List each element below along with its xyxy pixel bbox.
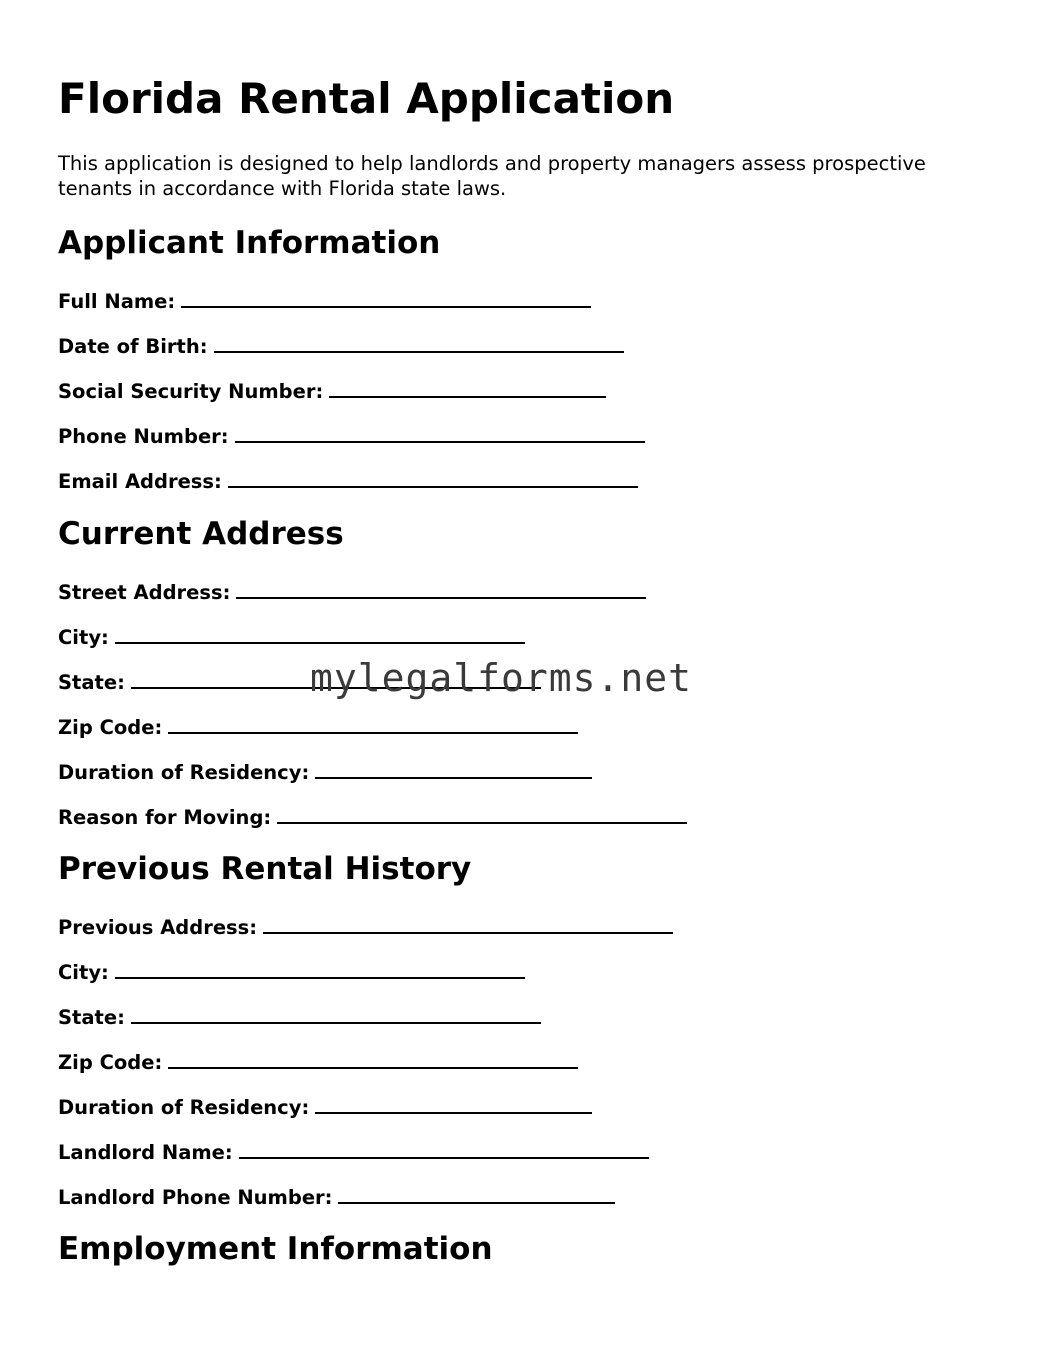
previous-duration-of-residency-field[interactable] <box>58 1093 592 1120</box>
document-title: Florida Rental Application <box>58 74 675 123</box>
previous-city-label: City: <box>58 961 109 984</box>
street-address-label: Street Address: <box>58 581 231 604</box>
street-address-blank[interactable] <box>236 578 646 599</box>
street-address-field[interactable] <box>58 578 646 605</box>
landlord-phone-number-blank[interactable] <box>338 1183 615 1204</box>
site-watermark: mylegalforms.net <box>310 656 693 700</box>
full-name-label: Full Name: <box>58 290 176 313</box>
employment-information-heading: Employment Information <box>58 1231 493 1267</box>
previous-duration-of-residency-blank[interactable] <box>315 1093 592 1114</box>
previous-city-blank[interactable] <box>115 958 525 979</box>
duration-of-residency-label: Duration of Residency: <box>58 761 310 784</box>
reason-for-moving-field[interactable] <box>58 803 687 830</box>
state-field[interactable] <box>58 668 541 695</box>
duration-of-residency-field[interactable] <box>58 758 592 785</box>
landlord-phone-number-field[interactable] <box>58 1183 615 1210</box>
landlord-name-label: Landlord Name: <box>58 1141 233 1164</box>
full-name-blank[interactable] <box>181 287 591 308</box>
date-of-birth-label: Date of Birth: <box>58 335 208 358</box>
previous-rental-history-heading: Previous Rental History <box>58 851 472 887</box>
full-name-field[interactable] <box>58 287 591 314</box>
phone-number-blank[interactable] <box>235 422 645 443</box>
landlord-name-blank[interactable] <box>239 1138 649 1159</box>
previous-state-label: State: <box>58 1006 125 1029</box>
applicant-information-heading: Applicant Information <box>58 225 441 261</box>
email-address-label: Email Address: <box>58 470 222 493</box>
zip-code-field[interactable] <box>58 713 578 740</box>
city-blank[interactable] <box>115 623 525 644</box>
state-blank[interactable] <box>131 668 541 689</box>
previous-address-blank[interactable] <box>263 913 673 934</box>
duration-of-residency-blank[interactable] <box>315 758 592 779</box>
reason-for-moving-label: Reason for Moving: <box>58 806 272 829</box>
landlord-phone-number-label: Landlord Phone Number: <box>58 1186 333 1209</box>
email-address-blank[interactable] <box>228 467 638 488</box>
previous-zip-code-blank[interactable] <box>168 1048 578 1069</box>
ssn-label: Social Security Number: <box>58 380 324 403</box>
intro-paragraph: This application is designed to help landlords and property managers assess prospective tenants in accordance with Florida state laws. <box>58 152 926 200</box>
previous-address-label: Previous Address: <box>58 916 258 939</box>
previous-zip-code-label: Zip Code: <box>58 1051 163 1074</box>
previous-state-blank[interactable] <box>131 1003 541 1024</box>
zip-code-label: Zip Code: <box>58 716 163 739</box>
previous-address-field[interactable] <box>58 913 673 940</box>
email-address-field[interactable] <box>58 467 638 494</box>
date-of-birth-field[interactable] <box>58 332 624 359</box>
date-of-birth-blank[interactable] <box>214 332 624 353</box>
ssn-field[interactable] <box>58 377 606 404</box>
phone-number-field[interactable] <box>58 422 645 449</box>
previous-duration-of-residency-label: Duration of Residency: <box>58 1096 310 1119</box>
state-label: State: <box>58 671 125 694</box>
city-field[interactable] <box>58 623 525 650</box>
previous-zip-code-field[interactable] <box>58 1048 578 1075</box>
city-label: City: <box>58 626 109 649</box>
previous-city-field[interactable] <box>58 958 525 985</box>
landlord-name-field[interactable] <box>58 1138 649 1165</box>
phone-number-label: Phone Number: <box>58 425 229 448</box>
reason-for-moving-blank[interactable] <box>277 803 687 824</box>
ssn-blank[interactable] <box>329 377 606 398</box>
zip-code-blank[interactable] <box>168 713 578 734</box>
previous-state-field[interactable] <box>58 1003 541 1030</box>
current-address-heading: Current Address <box>58 516 344 552</box>
